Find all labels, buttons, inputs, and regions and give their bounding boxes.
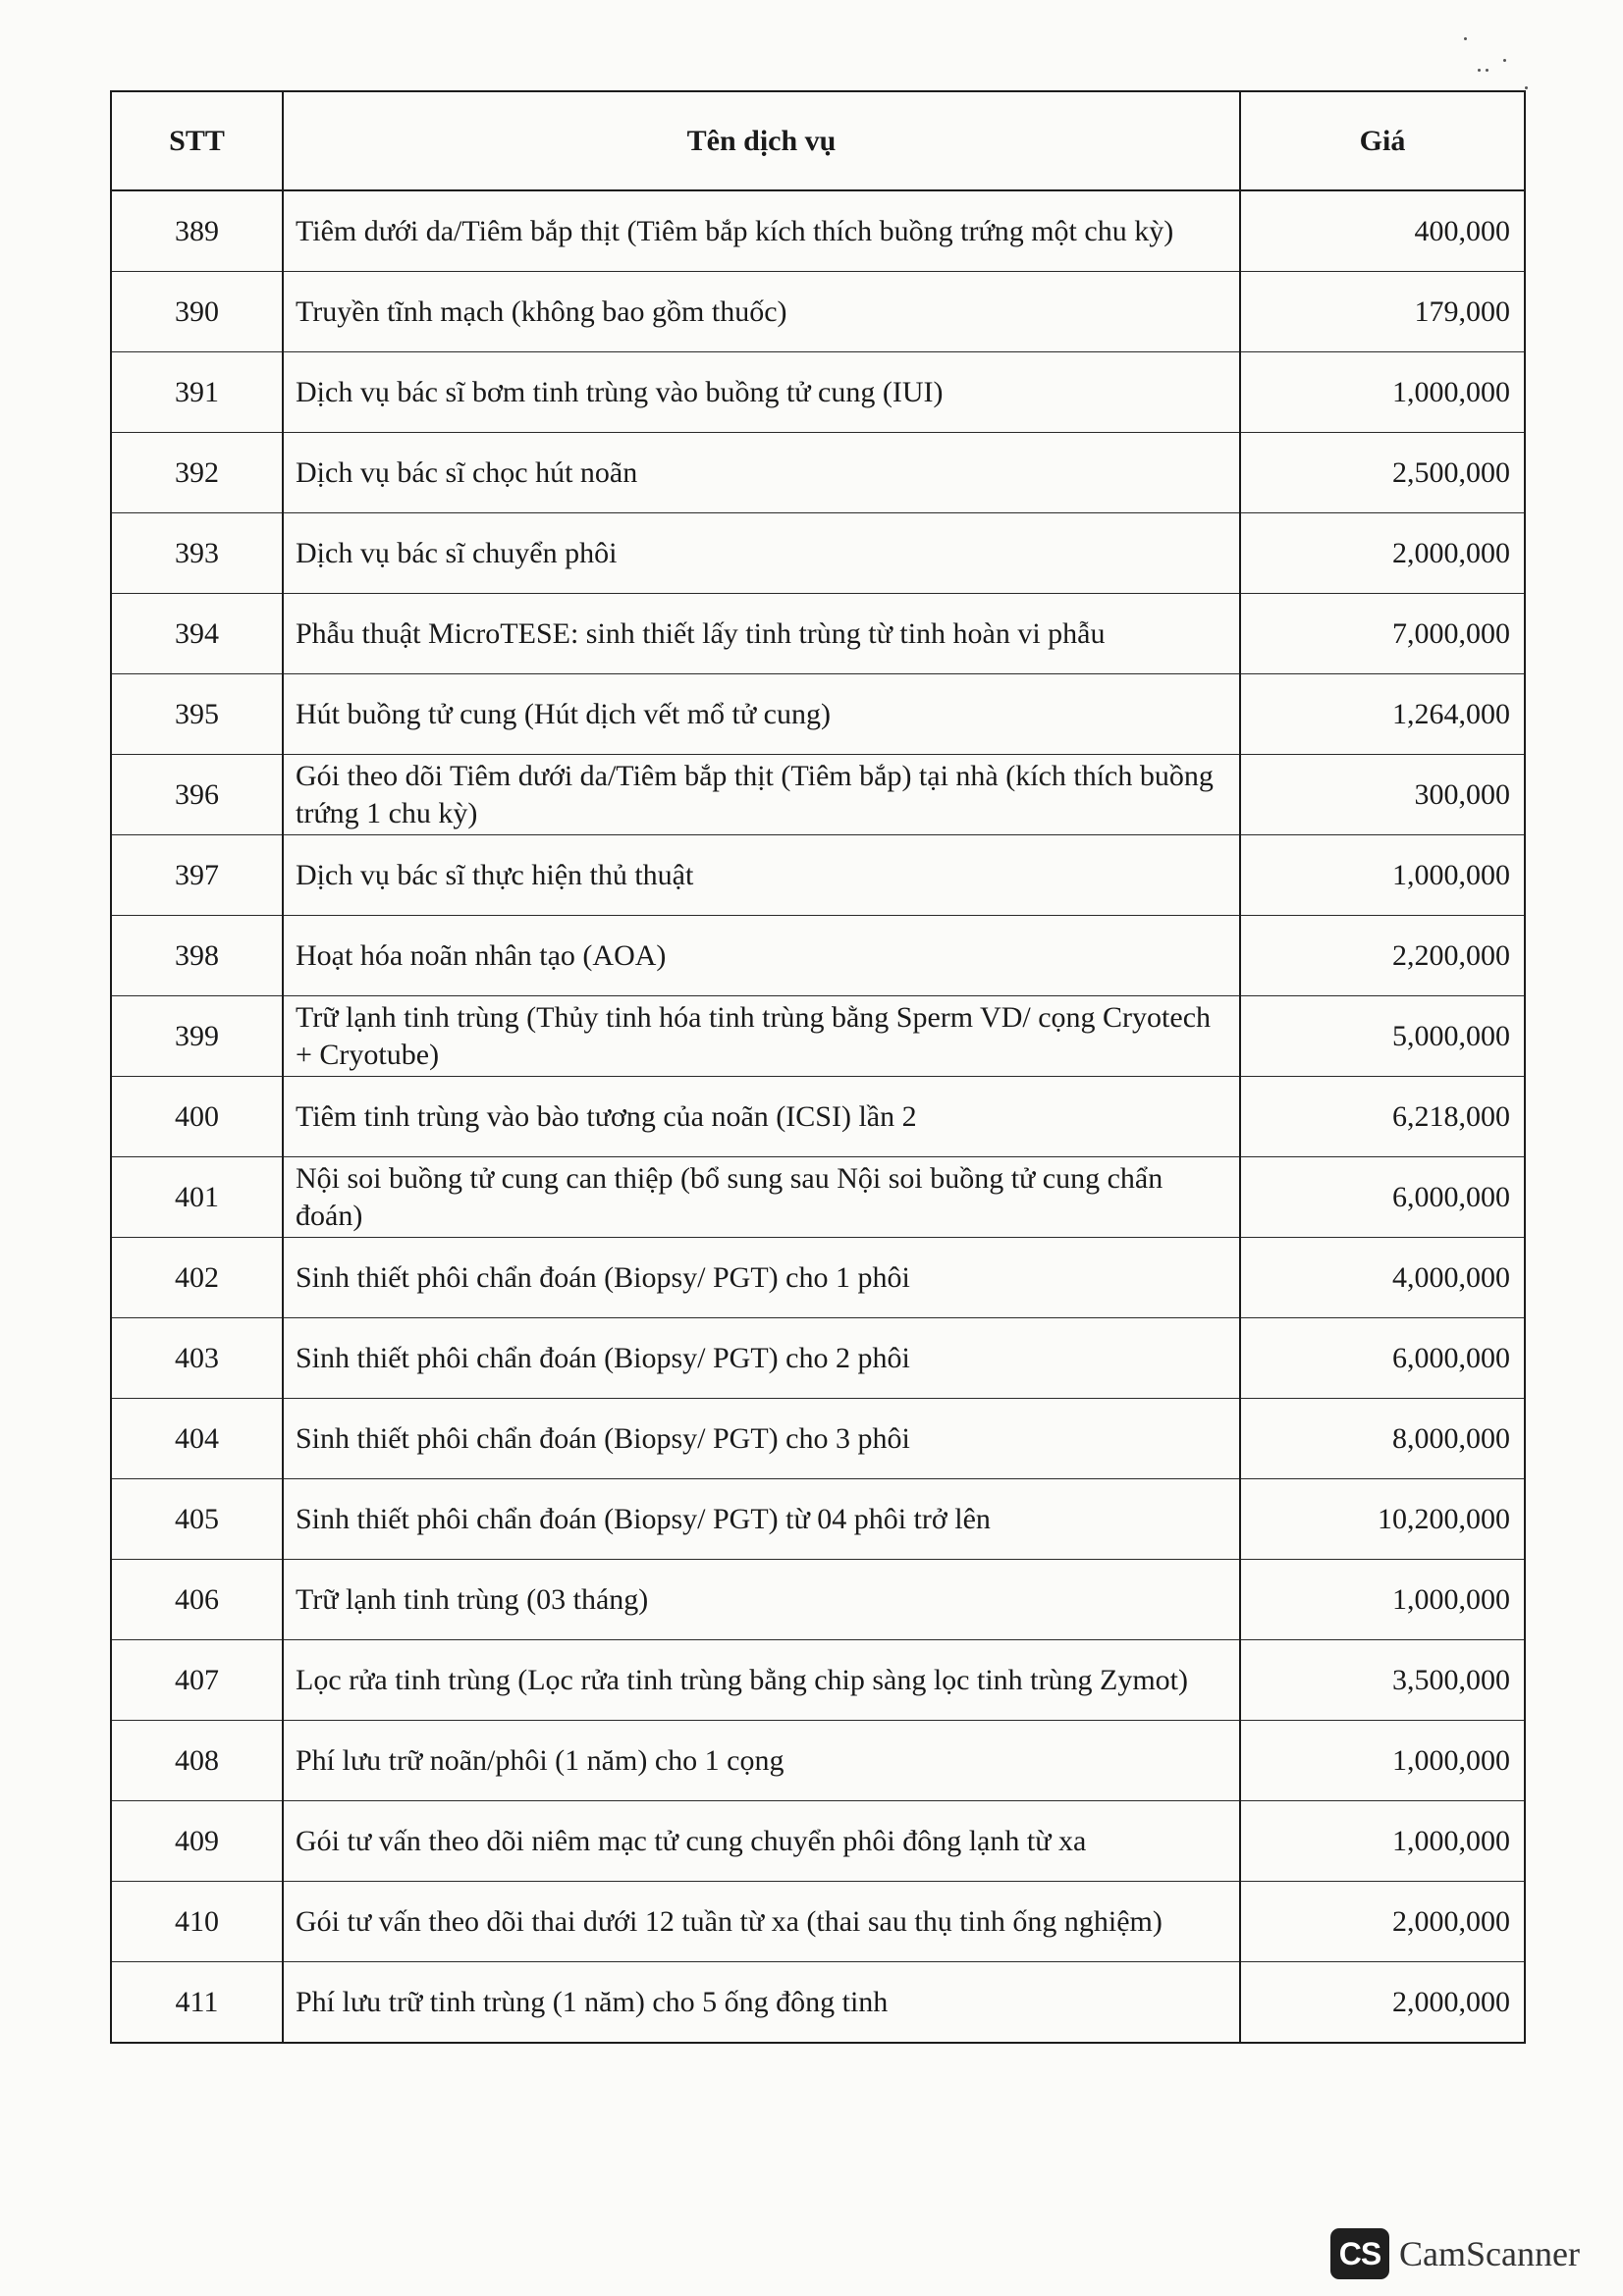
header-service-name: Tên dịch vụ — [283, 91, 1240, 190]
header-price: Giá — [1240, 91, 1525, 190]
table-row — [111, 1560, 1525, 1640]
row-service-name: Trữ lạnh tinh trùng (Thủy tinh hóa tinh trùng bằng Sperm VD/ cọng Cryotech + Cryotube) — [283, 996, 1240, 1077]
row-service-name: Hút buồng tử cung (Hút dịch vết mổ tử cung) — [283, 674, 1240, 755]
row-stt: 399 — [111, 996, 283, 1077]
table-row — [111, 674, 1525, 755]
row-service-name: Gói theo dõi Tiêm dưới da/Tiêm bắp thịt (Tiêm bắp) tại nhà (kích thích buồng trứng 1 chu kỳ) — [283, 755, 1240, 835]
table-row — [111, 1238, 1525, 1318]
row-service-name: Dịch vụ bác sĩ bơm tinh trùng vào buồng tử cung (IUI) — [283, 352, 1240, 433]
table-row — [111, 1721, 1525, 1801]
row-price: 2,000,000 — [1240, 513, 1525, 594]
row-price: 7,000,000 — [1240, 594, 1525, 674]
table-row — [111, 1157, 1525, 1238]
row-service-name: Tiêm dưới da/Tiêm bắp thịt (Tiêm bắp kích thích buồng trứng một chu kỳ) — [283, 190, 1240, 272]
row-stt: 404 — [111, 1399, 283, 1479]
row-stt: 411 — [111, 1962, 283, 2044]
row-stt: 407 — [111, 1640, 283, 1721]
table-row — [111, 916, 1525, 996]
service-price-table — [110, 90, 1526, 2044]
scan-specks — [1456, 29, 1535, 88]
row-stt: 402 — [111, 1238, 283, 1318]
row-stt: 398 — [111, 916, 283, 996]
row-stt: 400 — [111, 1077, 283, 1157]
table-row — [111, 755, 1525, 835]
table-row — [111, 352, 1525, 433]
row-price: 1,000,000 — [1240, 1801, 1525, 1882]
row-price: 1,000,000 — [1240, 352, 1525, 433]
table-row — [111, 1399, 1525, 1479]
row-price: 2,000,000 — [1240, 1962, 1525, 2044]
row-price: 6,000,000 — [1240, 1318, 1525, 1399]
row-stt: 409 — [111, 1801, 283, 1882]
row-service-name: Gói tư vấn theo dõi thai dưới 12 tuần từ xa (thai sau thụ tinh ống nghiệm) — [283, 1882, 1240, 1962]
row-price: 2,200,000 — [1240, 916, 1525, 996]
table-row — [111, 433, 1525, 513]
row-price: 179,000 — [1240, 272, 1525, 352]
row-service-name: Phí lưu trữ noãn/phôi (1 năm) cho 1 cọng — [283, 1721, 1240, 1801]
table-row — [111, 513, 1525, 594]
row-stt: 395 — [111, 674, 283, 755]
header-stt: STT — [111, 91, 283, 190]
row-price: 1,264,000 — [1240, 674, 1525, 755]
row-service-name: Dịch vụ bác sĩ chuyển phôi — [283, 513, 1240, 594]
row-price: 1,000,000 — [1240, 835, 1525, 916]
row-service-name: Phẫu thuật MicroTESE: sinh thiết lấy tinh trùng từ tinh hoàn vi phẫu — [283, 594, 1240, 674]
table-row — [111, 1077, 1525, 1157]
table-row — [111, 1318, 1525, 1399]
row-price: 400,000 — [1240, 190, 1525, 272]
table-body — [111, 190, 1525, 2043]
row-price: 2,500,000 — [1240, 433, 1525, 513]
row-price: 8,000,000 — [1240, 1399, 1525, 1479]
row-stt: 406 — [111, 1560, 283, 1640]
row-stt: 401 — [111, 1157, 283, 1238]
table-row — [111, 996, 1525, 1077]
row-price: 2,000,000 — [1240, 1882, 1525, 1962]
row-service-name: Gói tư vấn theo dõi niêm mạc tử cung chuyển phôi đông lạnh từ xa — [283, 1801, 1240, 1882]
row-price: 300,000 — [1240, 755, 1525, 835]
row-price: 4,000,000 — [1240, 1238, 1525, 1318]
table-row — [111, 1801, 1525, 1882]
camscanner-brand-text: CamScanner — [1399, 2234, 1580, 2273]
row-service-name: Tiêm tinh trùng vào bào tương của noãn (ICSI) lần 2 — [283, 1077, 1240, 1157]
table-row — [111, 835, 1525, 916]
row-service-name: Trữ lạnh tinh trùng (03 tháng) — [283, 1560, 1240, 1640]
table-row — [111, 190, 1525, 272]
row-stt: 391 — [111, 352, 283, 433]
row-price: 10,200,000 — [1240, 1479, 1525, 1560]
row-stt: 394 — [111, 594, 283, 674]
table-row — [111, 272, 1525, 352]
row-price: 6,000,000 — [1240, 1157, 1525, 1238]
camscanner-logo-icon: CS — [1330, 2228, 1389, 2279]
row-price: 1,000,000 — [1240, 1560, 1525, 1640]
row-stt: 392 — [111, 433, 283, 513]
row-service-name: Truyền tĩnh mạch (không bao gồm thuốc) — [283, 272, 1240, 352]
row-service-name: Hoạt hóa noãn nhân tạo (AOA) — [283, 916, 1240, 996]
row-price: 5,000,000 — [1240, 996, 1525, 1077]
row-service-name: Nội soi buồng tử cung can thiệp (bổ sung sau Nội soi buồng tử cung chẩn đoán) — [283, 1157, 1240, 1238]
row-service-name: Sinh thiết phôi chẩn đoán (Biopsy/ PGT) từ 04 phôi trở lên — [283, 1479, 1240, 1560]
row-stt: 390 — [111, 272, 283, 352]
row-stt: 410 — [111, 1882, 283, 1962]
table-row — [111, 1479, 1525, 1560]
header-row — [111, 91, 1525, 190]
table-header — [111, 91, 1525, 190]
row-service-name: Sinh thiết phôi chẩn đoán (Biopsy/ PGT) cho 1 phôi — [283, 1238, 1240, 1318]
row-price: 3,500,000 — [1240, 1640, 1525, 1721]
row-service-name: Sinh thiết phôi chẩn đoán (Biopsy/ PGT) cho 3 phôi — [283, 1399, 1240, 1479]
row-price: 1,000,000 — [1240, 1721, 1525, 1801]
camscanner-watermark — [1330, 2228, 1580, 2279]
row-stt: 397 — [111, 835, 283, 916]
row-service-name: Lọc rửa tinh trùng (Lọc rửa tinh trùng bằng chip sàng lọc tinh trùng Zymot) — [283, 1640, 1240, 1721]
row-service-name: Phí lưu trữ tinh trùng (1 năm) cho 5 ống đông tinh — [283, 1962, 1240, 2044]
table-row — [111, 594, 1525, 674]
row-stt: 403 — [111, 1318, 283, 1399]
table-row — [111, 1882, 1525, 1962]
row-stt: 408 — [111, 1721, 283, 1801]
row-stt: 396 — [111, 755, 283, 835]
row-service-name: Dịch vụ bác sĩ thực hiện thủ thuật — [283, 835, 1240, 916]
row-stt: 405 — [111, 1479, 283, 1560]
row-service-name: Sinh thiết phôi chẩn đoán (Biopsy/ PGT) cho 2 phôi — [283, 1318, 1240, 1399]
table-row — [111, 1640, 1525, 1721]
row-stt: 389 — [111, 190, 283, 272]
table-row — [111, 1962, 1525, 2044]
row-service-name: Dịch vụ bác sĩ chọc hút noãn — [283, 433, 1240, 513]
row-price: 6,218,000 — [1240, 1077, 1525, 1157]
row-stt: 393 — [111, 513, 283, 594]
